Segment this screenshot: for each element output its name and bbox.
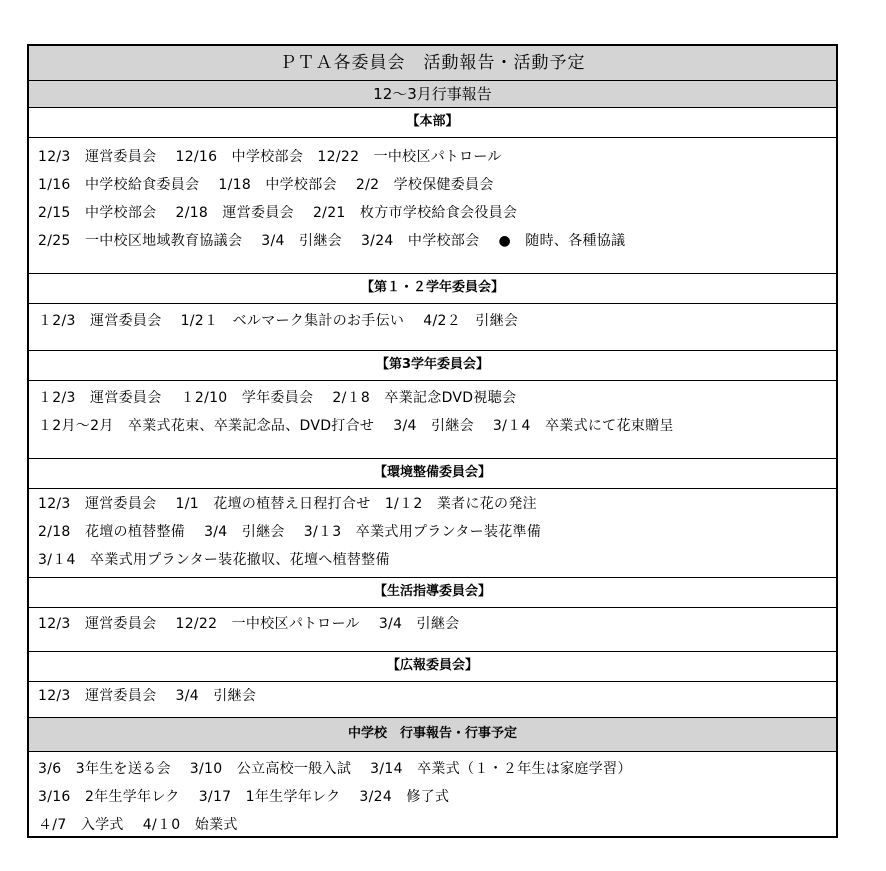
committee-body-honbu	[29, 138, 836, 274]
activity-line: １2月～2月 卒業式花束、卒業記念品、DVD打合せ 3/4 引継会 3/１4 卒業式にて花束贈呈	[38, 418, 674, 434]
activity-line: 2/15 中学校部会 2/18 運営委員会 2/21 枚方市学校給食会役員会	[38, 205, 518, 221]
committee-name: 【広報委員会】	[386, 658, 478, 673]
activity-line: 12/3 運営委員会 12/16 中学校部会 12/22 一中校区パトロール	[38, 149, 502, 165]
school-title: 中学校 行事報告・行事予定	[347, 726, 517, 741]
school-body	[29, 752, 836, 836]
activity-line: 2/25 一中校区地域教育協議会 3/4 引継会 3/24 中学校部会 ● 随時、各種協議	[38, 233, 626, 249]
period-title: 12～3月行事報告	[373, 85, 492, 103]
activity-line: 12/3 運営委員会 12/22 一中校区パトロール 3/4 引継会	[38, 616, 460, 632]
activity-line: 12/3 運営委員会 1/1 花壇の植替え日程打合せ 1/１2 業者に花の発注	[38, 496, 537, 512]
activity-line: 3/16 2年生学年レク 3/17 1年生学年レク 3/24 修了式	[38, 789, 450, 805]
activity-line: １2/3 運営委員会 １2/10 学年委員会 2/１8 卒業記念DVD視聴会	[38, 390, 517, 406]
period-row	[29, 81, 836, 108]
activity-line: 3/6 3年生を送る会 3/10 公立高校一般入試 3/14 卒業式（１・２年生は家庭学習）	[38, 761, 632, 777]
activity-line: 2/18 花壇の植替整備 3/4 引継会 3/１3 卒業式用プランター装花準備	[38, 524, 542, 540]
committee-header-guidance	[29, 578, 836, 608]
committee-name: 【第１・２学年委員会】	[360, 280, 504, 295]
committee-body-publicity	[29, 682, 836, 718]
committee-body-guidance	[29, 608, 836, 652]
committee-header-honbu	[29, 108, 836, 138]
committee-name: 【本部】	[406, 114, 459, 129]
activity-line: 1/16 中学校給食委員会 1/18 中学校部会 2/2 学校保健委員会	[38, 177, 494, 193]
activity-line: ４/7 入学式 4/１0 始業式	[38, 817, 238, 833]
main-title: ＰＴＡ各委員会 活動報告・活動予定	[279, 53, 586, 73]
committee-header-publicity	[29, 652, 836, 682]
activity-line: 12/3 運営委員会 3/4 引継会	[38, 688, 257, 704]
committee-body-grade12	[29, 304, 836, 351]
committee-name: 【第3学年委員会】	[375, 357, 490, 372]
main-title-row	[29, 46, 836, 81]
school-header-row	[29, 718, 836, 752]
committee-header-grade12	[29, 274, 836, 304]
committee-body-environment	[29, 489, 836, 578]
committee-header-environment	[29, 459, 836, 489]
committee-name: 【生活指導委員会】	[373, 584, 491, 599]
committee-header-grade3	[29, 351, 836, 381]
committee-body-grade3	[29, 381, 836, 459]
activity-report-table	[27, 44, 838, 838]
activity-line: １2/3 運営委員会 1/2１ ベルマーク集計のお手伝い 4/2２ 引継会	[38, 313, 519, 329]
activity-line: 3/１4 卒業式用プランター装花撤収、花壇へ植替整備	[38, 552, 390, 568]
committee-name: 【環境整備委員会】	[373, 465, 491, 480]
